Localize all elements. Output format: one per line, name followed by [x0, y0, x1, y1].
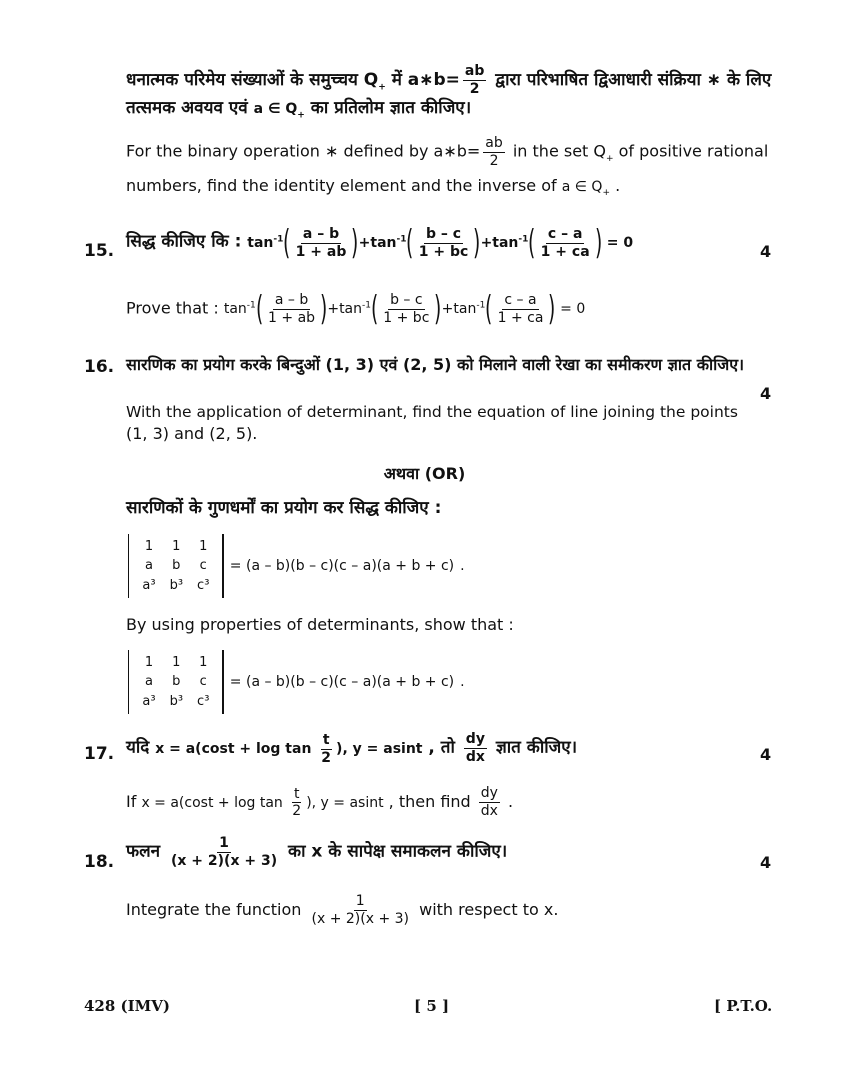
question-number-16: 16. — [84, 357, 115, 377]
q14-english-line2: numbers, find the identity element and the inverse of a ∈ $Q_+$ . — [126, 176, 621, 199]
q16-or-hindi: सारणिकों के गुणधर्मों का प्रयोग कर सिद्ध कीजिए : — [126, 498, 442, 518]
q18-hindi-statement: फलन $\frac{1}{(x + 2)(x + 3)}$ का x के सापेक्ष समाकलन कीजिए। — [126, 835, 508, 869]
q14-english-line1: For the binary operation ∗ defined by a∗b= $\frac{ab}{2}$ in the set $Q_+$ of positive rational — [126, 135, 769, 169]
q17-hindi-statement: यदि x = a(cost + log tan $\frac{t}{2}$ ), y = asint , तो $\frac{dy}{dx}$ ज्ञात कीजिए। — [126, 731, 578, 766]
paper-code: 428 (IMV) — [84, 997, 170, 1015]
question-number-17: 17. — [84, 744, 115, 764]
question-number-18: 18. — [84, 852, 115, 872]
q16-or-english: By using properties of determinants, show that : — [126, 615, 514, 634]
q14-hindi-line1: धनात्मक परिमेय संख्याओं के समुच्चय $Q_+$ में a∗b= $\frac{ab}{2}$ द्वारा परिभाषित द्विआधारी संक्रिया ∗ के लिए — [126, 63, 772, 97]
q17-english-statement: If x = a(cost + log tan $\frac{t}{2}$ ), y = asint , then find $\frac{dy}{dx}$ . — [126, 785, 514, 820]
q15-marks: 4 — [760, 242, 772, 261]
q15-english-equation: $\tan^{-1}$( $\frac{a - b}{1 + ab}$ )$+\tan^{-1}$( $\frac{b - c}{1 + bc}$ )$+\tan^{-1}$( $\frac{c - a}{1 + ca}$ ) = 0 — [223, 289, 586, 329]
determinant-result-en: = (a – b)(b – c)(c – a)(a + b + c) — [229, 674, 455, 690]
q18-marks: 4 — [760, 853, 772, 872]
or-divider: अथवा (OR) — [383, 464, 466, 483]
q15-hindi-equation: $\tan^{-1}$( $\frac{a - b}{1 + ab}$ )$+\tan^{-1}$( $\frac{b - c}{1 + bc}$ )$+\tan^{-1}$( $\frac{c - a}{1 + ca}$ ) = 0 — [247, 223, 634, 263]
q16-hindi-statement: सारणिक का प्रयोग करके बिन्दुओं (1, 3) एवं (2, 5) को मिलाने वाली रेखा का समीकरण ज्ञात कीजिए। — [126, 355, 745, 374]
please-turn-over: [ P.T.O. — [714, 997, 773, 1015]
question-number-15: 15. — [84, 241, 115, 261]
determinant-english: 1 1 1 a b c a³ b³ c³ = (a – b)(b – c)(c – a)(a + b + c) . — [128, 650, 465, 714]
q16-english-line1: With the application of determinant, find the equation of line joining the points — [126, 403, 738, 421]
q14-hindi-line2: तत्समक अवयव एवं a ∈ $Q_+$ का प्रतिलोम ज्ञात कीजिए। — [126, 98, 472, 121]
q17-marks: 4 — [760, 745, 772, 764]
q18-english-statement: Integrate the function $\frac{1}{(x + 2)(x + 3)}$ with respect to x. — [126, 893, 559, 927]
page-number: [ 5 ] — [414, 997, 450, 1015]
fraction-ab-over-2-en: $\frac{ab}{2}$ — [485, 135, 503, 169]
fraction-ab-over-2: $\frac{ab}{2}$ — [464, 63, 485, 97]
q16-english-line2: (1, 3) and (2, 5). — [126, 424, 258, 443]
q15-english-statement: Prove that : $\tan^{-1}$( $\frac{a - b}{1 + ab}$ )$+\tan^{-1}$( $\frac{b - c}{1 + bc}$ )$+\tan^{-1}$( $\frac{c - a}{1 + ca}$ ) = 0 — [126, 289, 586, 329]
determinant-result: = (a – b)(b – c)(c – a)(a + b + c) — [229, 558, 455, 574]
q15-hindi-statement: सिद्ध कीजिए कि : $\tan^{-1}$( $\frac{a - b}{1 + ab}$ )$+\tan^{-1}$( $\frac{b - c}{1 + bc}$ )$+\tan^{-1}$( $\frac{c - a}{1 + ca}$ ) = 0 — [126, 223, 634, 263]
determinant-hindi: 1 1 1 a b c a³ b³ c³ = (a – b)(b – c)(c – a)(a + b + c) . — [128, 534, 465, 598]
q16-marks: 4 — [760, 384, 772, 403]
